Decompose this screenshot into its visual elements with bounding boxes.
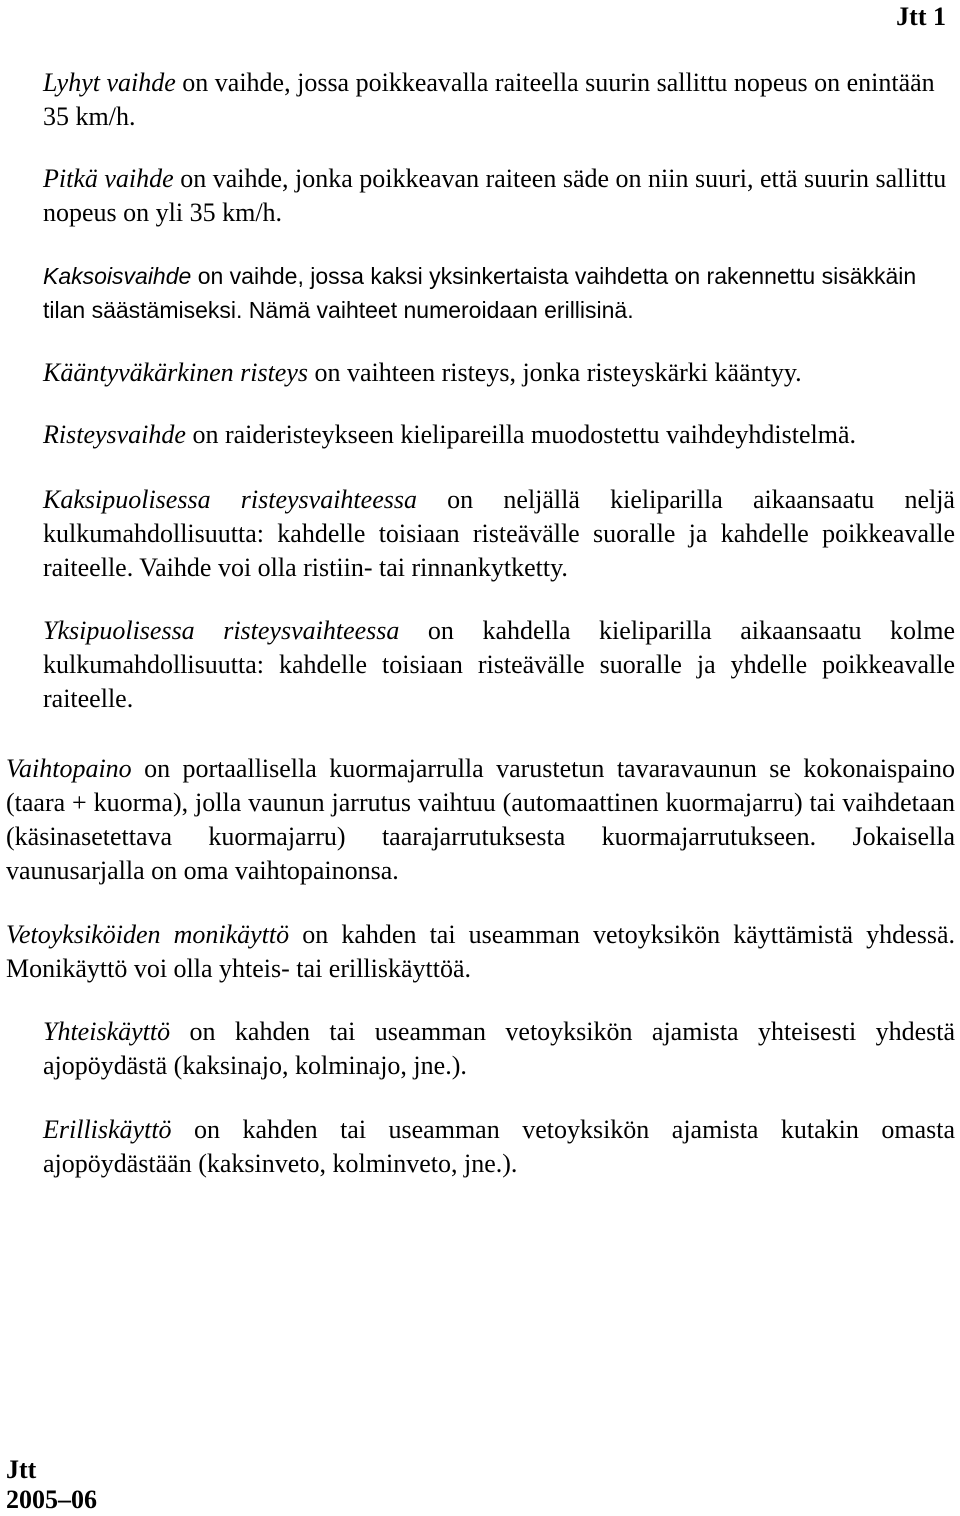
definition-text: on vaihde, jonka poikkeavan raiteen säde on niin suuri, että suurin sallittu nopeus on yli 35 km/h. xyxy=(43,164,947,227)
term: Pitkä vaihde xyxy=(43,164,174,193)
definition-text: on kahden tai useamman vetoyksikön käyttämistä yhdessä. Monikäyttö voi olla yhteis- tai erilliskäyttöä. xyxy=(6,920,955,983)
definition-kaksipuolinen-risteysvaihde xyxy=(43,483,955,585)
definition-risteysvaihde xyxy=(43,418,955,452)
definition-text: on kahden tai useamman vetoyksikön ajamista yhteisesti yhdestä ajopöydästä (kaksinajo, kolminajo, jne.). xyxy=(43,1017,955,1080)
term: Erilliskäyttö xyxy=(43,1115,172,1144)
term: Risteysvaihde xyxy=(43,420,186,449)
term: Vetoyksiköiden monikäyttö xyxy=(6,920,290,949)
page-label: Jtt 1 xyxy=(896,2,946,31)
definition-lyhyt-vaihde xyxy=(43,66,955,134)
definition-vaihtopaino xyxy=(6,752,955,888)
definition-pitka-vaihde xyxy=(43,162,955,230)
term: Vaihtopaino xyxy=(6,754,132,783)
term: Kaksipuolisessa risteysvaihteessa xyxy=(43,485,417,514)
footer-version: 2005–06 xyxy=(6,1485,97,1514)
definition-kaantyvakarkinen-risteys xyxy=(43,356,955,390)
term: Kääntyväkärkinen risteys xyxy=(43,358,308,387)
term: Yhteiskäyttö xyxy=(43,1017,171,1046)
definition-erilliskaytto xyxy=(43,1113,955,1181)
definition-text: on vaihde, jossa kaksi yksinkertaista vaihdetta on rakennettu sisäkkäin tilan säästämiseksi. Nämä vaihteet numeroidaan erillisinä. xyxy=(43,263,917,323)
definition-text: on kahdella kieliparilla aikaansaatu kolme kulkumahdollisuutta: kahdelle toisiaan risteävälle suoralle ja yhdelle poikkeavalle raiteelle. xyxy=(43,616,955,713)
definition-yksipuolinen-risteysvaihde xyxy=(43,614,955,716)
footer-document-code: Jtt xyxy=(6,1455,37,1484)
term: Yksipuolisessa risteysvaihteessa xyxy=(43,616,400,645)
definition-text: on raideristeykseen kielipareilla muodostettu vaihdeyhdistelmä. xyxy=(185,420,856,449)
definition-yhteiskaytto xyxy=(43,1015,955,1083)
definition-text: on portaallisella kuormajarrulla varustetun tavaravaunun se kokonaispaino (taara + kuorma), jolla vaunun jarrutus vaihtuu (automaattinen kuormajarru) tai vaihdetaan (käsinasetettava kuormajarru) taarajarrutuksesta kuormajarrutukseen. Jokaisella vaunusarjalla on oma vaihtopainonsa. xyxy=(6,754,955,885)
term: Kaksoisvaihde xyxy=(43,263,192,289)
definition-text: on vaihteen risteys, jonka risteyskärki kääntyy. xyxy=(308,358,802,387)
definition-vetoyksikoiden-monikaytto xyxy=(6,918,955,986)
definition-kaksoisvaihde xyxy=(43,259,955,327)
term: Lyhyt vaihde xyxy=(43,68,176,97)
definition-text: on neljällä kieliparilla aikaansaatu neljä kulkumahdollisuutta: kahdelle toisiaan risteävälle suoralle ja kahdelle poikkeavalle raiteelle. Vaihde voi olla ristiin- tai rinnankytketty. xyxy=(43,485,955,582)
definition-text: on vaihde, jossa poikkeavalla raiteella suurin sallittu nopeus on enintään 35 km/h. xyxy=(43,68,935,131)
definition-text: on kahden tai useamman vetoyksikön ajamista kutakin omasta ajopöydästään (kaksinveto, kolminveto, jne.). xyxy=(43,1115,955,1178)
